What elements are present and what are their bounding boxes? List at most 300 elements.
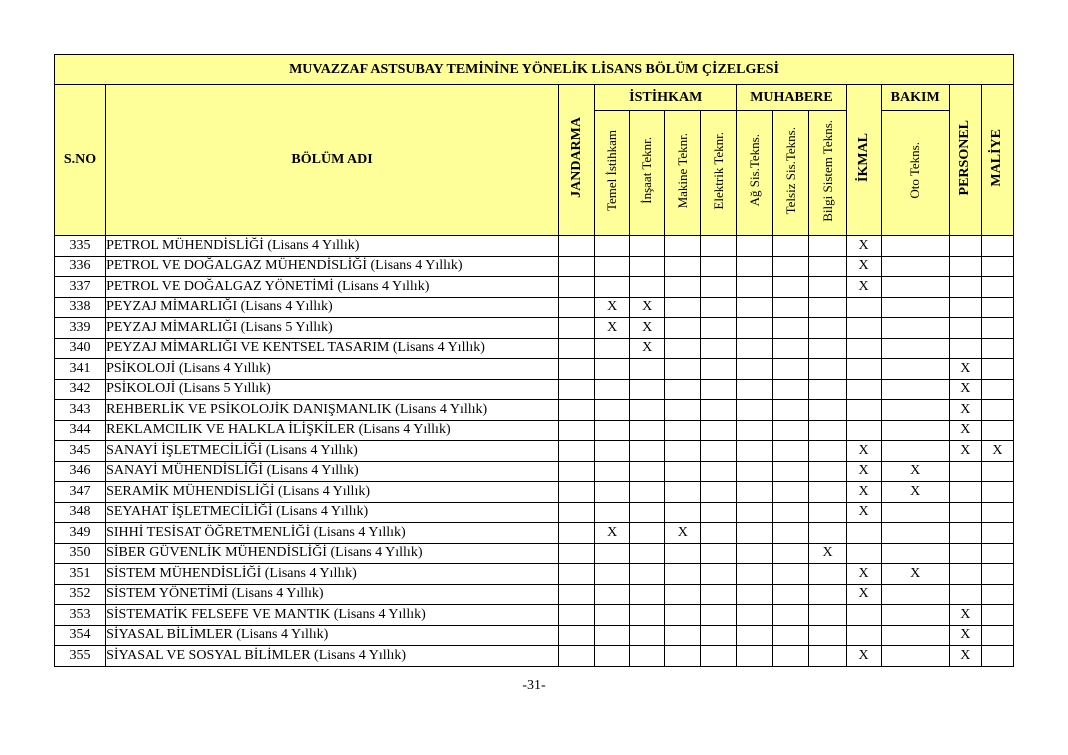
row-mark-cell xyxy=(981,236,1013,257)
row-mark-cell xyxy=(665,236,701,257)
row-mark-cell xyxy=(559,523,595,544)
row-mark-cell xyxy=(809,236,846,257)
row-bolum-adi: SİSTEM MÜHENDİSLİĞİ (Lisans 4 Yıllık) xyxy=(106,564,559,585)
row-mark-cell xyxy=(595,482,630,503)
row-mark-cell xyxy=(809,379,846,400)
table-row xyxy=(55,297,1014,318)
row-sno: 346 xyxy=(55,461,106,482)
row-mark-cell: X xyxy=(595,297,630,318)
row-mark-cell: X xyxy=(595,523,630,544)
row-mark-cell xyxy=(737,256,773,277)
row-sno: 337 xyxy=(55,277,106,298)
row-mark-cell xyxy=(559,420,595,441)
header-bakim: BAKIM xyxy=(881,85,949,111)
row-mark-cell: X xyxy=(846,441,881,462)
row-bolum-adi: PETROL VE DOĞALGAZ MÜHENDİSLİĞİ (Lisans 4 Yıllık) xyxy=(106,256,559,277)
row-bolum-adi: SİYASAL VE SOSYAL BİLİMLER (Lisans 4 Yıllık) xyxy=(106,646,559,667)
header-elektrik-label: Elektrik Teknr. xyxy=(710,131,726,210)
table-row xyxy=(55,482,1014,503)
row-mark-cell xyxy=(809,523,846,544)
row-mark-cell xyxy=(773,482,809,503)
row-mark-cell xyxy=(809,297,846,318)
row-mark-cell xyxy=(737,625,773,646)
row-mark-cell xyxy=(809,318,846,339)
row-mark-cell xyxy=(949,236,981,257)
row-mark-cell xyxy=(737,502,773,523)
table-row xyxy=(55,646,1014,667)
row-mark-cell xyxy=(737,318,773,339)
row-mark-cell: X xyxy=(949,625,981,646)
row-mark-cell xyxy=(630,379,665,400)
row-mark-cell xyxy=(595,400,630,421)
row-mark-cell xyxy=(773,400,809,421)
row-mark-cell xyxy=(701,400,737,421)
row-mark-cell xyxy=(559,338,595,359)
row-sno: 355 xyxy=(55,646,106,667)
row-mark-cell: X xyxy=(881,461,949,482)
row-mark-cell xyxy=(559,318,595,339)
row-mark-cell xyxy=(630,256,665,277)
row-mark-cell xyxy=(630,523,665,544)
row-sno: 342 xyxy=(55,379,106,400)
row-mark-cell xyxy=(773,338,809,359)
row-mark-cell xyxy=(559,236,595,257)
row-mark-cell xyxy=(701,420,737,441)
row-mark-cell xyxy=(737,564,773,585)
row-bolum-adi: PEYZAJ MİMARLIĞI VE KENTSEL TASARIM (Lisans 4 Yıllık) xyxy=(106,338,559,359)
row-mark-cell xyxy=(881,646,949,667)
header-maliye-label: MALİYE xyxy=(989,128,1005,187)
row-mark-cell xyxy=(737,441,773,462)
row-sno: 341 xyxy=(55,359,106,380)
row-mark-cell xyxy=(981,338,1013,359)
row-mark-cell xyxy=(665,420,701,441)
header-jandarma-label: JANDARMA xyxy=(568,117,584,198)
table-row xyxy=(55,625,1014,646)
row-mark-cell: X xyxy=(949,441,981,462)
table-row xyxy=(55,523,1014,544)
row-mark-cell xyxy=(665,605,701,626)
row-mark-cell xyxy=(809,441,846,462)
row-sno: 353 xyxy=(55,605,106,626)
row-mark-cell: X xyxy=(949,379,981,400)
row-mark-cell xyxy=(981,400,1013,421)
row-mark-cell xyxy=(949,584,981,605)
row-mark-cell xyxy=(809,256,846,277)
row-bolum-adi: SİSTEMATİK FELSEFE VE MANTIK (Lisans 4 Yıllık) xyxy=(106,605,559,626)
row-mark-cell xyxy=(981,461,1013,482)
row-mark-cell xyxy=(559,297,595,318)
row-mark-cell xyxy=(701,441,737,462)
row-mark-cell xyxy=(737,359,773,380)
table-row xyxy=(55,277,1014,298)
header-telsiz-label: Telsiz Sis.Tekns. xyxy=(782,126,798,215)
header-makine xyxy=(665,111,701,236)
row-mark-cell: X xyxy=(665,523,701,544)
row-mark-cell: X xyxy=(846,482,881,503)
row-mark-cell xyxy=(981,359,1013,380)
row-mark-cell xyxy=(630,420,665,441)
table-row xyxy=(55,318,1014,339)
row-mark-cell xyxy=(737,236,773,257)
row-mark-cell xyxy=(559,256,595,277)
row-sno: 336 xyxy=(55,256,106,277)
row-mark-cell xyxy=(595,502,630,523)
row-mark-cell xyxy=(701,625,737,646)
row-mark-cell xyxy=(559,584,595,605)
row-mark-cell xyxy=(981,646,1013,667)
row-mark-cell xyxy=(809,277,846,298)
row-mark-cell xyxy=(981,502,1013,523)
row-mark-cell xyxy=(665,564,701,585)
row-mark-cell xyxy=(665,359,701,380)
header-ag-label: Ağ Sis.Tekns. xyxy=(746,134,762,207)
table-row xyxy=(55,400,1014,421)
row-mark-cell xyxy=(701,297,737,318)
row-mark-cell xyxy=(665,461,701,482)
row-mark-cell xyxy=(809,564,846,585)
row-mark-cell xyxy=(701,584,737,605)
row-mark-cell xyxy=(981,277,1013,298)
row-mark-cell xyxy=(881,441,949,462)
row-mark-cell xyxy=(809,584,846,605)
row-mark-cell xyxy=(737,523,773,544)
page-number: -31- xyxy=(522,678,546,693)
row-mark-cell xyxy=(559,646,595,667)
table-row xyxy=(55,461,1014,482)
row-mark-cell xyxy=(630,584,665,605)
row-mark-cell: X xyxy=(846,584,881,605)
row-mark-cell xyxy=(881,277,949,298)
row-mark-cell xyxy=(665,338,701,359)
row-mark-cell xyxy=(595,461,630,482)
row-mark-cell xyxy=(773,523,809,544)
row-mark-cell xyxy=(846,625,881,646)
header-jandarma xyxy=(559,85,595,236)
row-mark-cell xyxy=(701,379,737,400)
row-mark-cell: X xyxy=(949,400,981,421)
row-mark-cell xyxy=(701,502,737,523)
row-mark-cell xyxy=(701,277,737,298)
row-mark-cell xyxy=(595,236,630,257)
row-mark-cell xyxy=(665,400,701,421)
header-personel xyxy=(949,85,981,236)
row-mark-cell xyxy=(949,543,981,564)
header-ikmal-label: İKMAL xyxy=(855,133,871,182)
table-row xyxy=(55,564,1014,585)
row-mark-cell xyxy=(595,625,630,646)
row-mark-cell xyxy=(701,543,737,564)
row-mark-cell xyxy=(981,523,1013,544)
table-row xyxy=(55,584,1014,605)
header-bilgi xyxy=(809,111,846,236)
header-bilgi-label: Bilgi Sistem Tekns. xyxy=(819,119,835,222)
row-mark-cell xyxy=(737,400,773,421)
row-bolum-adi: PEYZAJ MİMARLIĞI (Lisans 4 Yıllık) xyxy=(106,297,559,318)
row-mark-cell xyxy=(559,543,595,564)
row-mark-cell xyxy=(630,502,665,523)
row-sno: 349 xyxy=(55,523,106,544)
table-row xyxy=(55,338,1014,359)
row-mark-cell xyxy=(809,646,846,667)
row-mark-cell xyxy=(665,256,701,277)
row-mark-cell: X xyxy=(846,646,881,667)
row-mark-cell xyxy=(701,646,737,667)
row-mark-cell xyxy=(809,605,846,626)
row-bolum-adi: PETROL MÜHENDİSLİĞİ (Lisans 4 Yıllık) xyxy=(106,236,559,257)
row-mark-cell xyxy=(773,625,809,646)
row-sno: 339 xyxy=(55,318,106,339)
row-bolum-adi: SANAYİ İŞLETMECİLİĞİ (Lisans 4 Yıllık) xyxy=(106,441,559,462)
row-mark-cell xyxy=(846,605,881,626)
row-mark-cell xyxy=(949,461,981,482)
row-mark-cell xyxy=(559,379,595,400)
row-mark-cell xyxy=(701,482,737,503)
header-ag xyxy=(737,111,773,236)
row-mark-cell xyxy=(559,605,595,626)
row-bolum-adi: REHBERLİK VE PSİKOLOJİK DANIŞMANLIK (Lisans 4 Yıllık) xyxy=(106,400,559,421)
row-bolum-adi: SEYAHAT İŞLETMECİLİĞİ (Lisans 4 Yıllık) xyxy=(106,502,559,523)
table-row xyxy=(55,441,1014,462)
row-mark-cell xyxy=(630,564,665,585)
row-mark-cell: X xyxy=(981,441,1013,462)
row-mark-cell xyxy=(630,400,665,421)
row-mark-cell xyxy=(595,379,630,400)
row-mark-cell xyxy=(949,564,981,585)
row-bolum-adi: PEYZAJ MİMARLIĞI (Lisans 5 Yıllık) xyxy=(106,318,559,339)
row-mark-cell xyxy=(773,318,809,339)
row-mark-cell xyxy=(846,523,881,544)
row-mark-cell xyxy=(595,441,630,462)
row-mark-cell xyxy=(630,461,665,482)
row-mark-cell xyxy=(949,318,981,339)
row-mark-cell xyxy=(737,646,773,667)
row-mark-cell xyxy=(665,441,701,462)
row-mark-cell: X xyxy=(846,502,881,523)
row-mark-cell xyxy=(595,256,630,277)
row-mark-cell xyxy=(559,400,595,421)
header-personel-label: PERSONEL xyxy=(957,119,973,196)
row-mark-cell xyxy=(809,400,846,421)
row-mark-cell xyxy=(809,420,846,441)
row-bolum-adi: REKLAMCILIK VE HALKLA İLİŞKİLER (Lisans 4 Yıllık) xyxy=(106,420,559,441)
row-mark-cell xyxy=(846,318,881,339)
row-mark-cell xyxy=(595,359,630,380)
row-mark-cell xyxy=(773,441,809,462)
row-mark-cell xyxy=(981,297,1013,318)
header-oto-label: Oto Tekns. xyxy=(907,142,923,199)
row-bolum-adi: PSİKOLOJİ (Lisans 5 Yıllık) xyxy=(106,379,559,400)
row-mark-cell xyxy=(595,605,630,626)
row-mark-cell xyxy=(809,625,846,646)
row-mark-cell xyxy=(773,379,809,400)
row-mark-cell xyxy=(737,461,773,482)
row-mark-cell xyxy=(846,400,881,421)
row-mark-cell xyxy=(809,338,846,359)
row-mark-cell xyxy=(665,625,701,646)
header-insaat xyxy=(630,111,665,236)
row-sno: 350 xyxy=(55,543,106,564)
row-mark-cell: X xyxy=(881,564,949,585)
row-mark-cell xyxy=(665,379,701,400)
row-mark-cell xyxy=(737,584,773,605)
row-mark-cell xyxy=(773,277,809,298)
row-mark-cell xyxy=(595,543,630,564)
row-mark-cell xyxy=(846,297,881,318)
row-mark-cell xyxy=(809,482,846,503)
header-temel-istihkam-label: Temel İstihkam xyxy=(604,129,620,212)
row-mark-cell xyxy=(809,359,846,380)
row-mark-cell: X xyxy=(630,297,665,318)
row-mark-cell xyxy=(701,359,737,380)
row-mark-cell xyxy=(773,256,809,277)
row-bolum-adi: SİSTEM YÖNETİMİ (Lisans 4 Yıllık) xyxy=(106,584,559,605)
row-mark-cell xyxy=(630,236,665,257)
row-mark-cell xyxy=(701,523,737,544)
row-mark-cell xyxy=(881,400,949,421)
row-mark-cell: X xyxy=(881,482,949,503)
row-bolum-adi: SANAYİ MÜHENDİSLİĞİ (Lisans 4 Yıllık) xyxy=(106,461,559,482)
row-mark-cell xyxy=(665,502,701,523)
header-temel-istihkam xyxy=(595,111,630,236)
row-mark-cell xyxy=(665,318,701,339)
row-mark-cell: X xyxy=(846,564,881,585)
row-mark-cell: X xyxy=(949,646,981,667)
row-bolum-adi: SİYASAL BİLİMLER (Lisans 4 Yıllık) xyxy=(106,625,559,646)
row-mark-cell xyxy=(630,277,665,298)
row-mark-cell xyxy=(881,236,949,257)
row-mark-cell xyxy=(881,318,949,339)
row-mark-cell xyxy=(737,297,773,318)
row-mark-cell xyxy=(701,236,737,257)
row-sno: 352 xyxy=(55,584,106,605)
row-mark-cell: X xyxy=(595,318,630,339)
row-mark-cell xyxy=(981,482,1013,503)
row-mark-cell xyxy=(630,625,665,646)
row-mark-cell xyxy=(559,461,595,482)
row-mark-cell xyxy=(881,584,949,605)
row-mark-cell xyxy=(881,359,949,380)
row-mark-cell: X xyxy=(846,277,881,298)
row-sno: 335 xyxy=(55,236,106,257)
row-mark-cell xyxy=(949,256,981,277)
row-mark-cell xyxy=(737,482,773,503)
row-sno: 343 xyxy=(55,400,106,421)
header-telsiz xyxy=(773,111,809,236)
row-mark-cell xyxy=(773,461,809,482)
row-mark-cell xyxy=(773,297,809,318)
row-mark-cell xyxy=(809,461,846,482)
row-mark-cell xyxy=(559,359,595,380)
row-mark-cell: X xyxy=(809,543,846,564)
row-mark-cell xyxy=(737,543,773,564)
row-bolum-adi: PETROL VE DOĞALGAZ YÖNETİMİ (Lisans 4 Yıllık) xyxy=(106,277,559,298)
row-mark-cell xyxy=(881,297,949,318)
row-mark-cell xyxy=(981,605,1013,626)
row-mark-cell xyxy=(595,564,630,585)
row-mark-cell xyxy=(737,338,773,359)
row-mark-cell: X xyxy=(949,605,981,626)
row-mark-cell xyxy=(773,584,809,605)
row-mark-cell xyxy=(881,543,949,564)
row-mark-cell xyxy=(981,564,1013,585)
row-mark-cell xyxy=(846,338,881,359)
row-mark-cell xyxy=(773,359,809,380)
row-mark-cell xyxy=(809,502,846,523)
row-sno: 347 xyxy=(55,482,106,503)
bolum-cizelgesi-table xyxy=(54,54,1014,667)
row-sno: 348 xyxy=(55,502,106,523)
row-mark-cell xyxy=(630,482,665,503)
row-mark-cell xyxy=(846,359,881,380)
row-mark-cell: X xyxy=(846,256,881,277)
row-mark-cell xyxy=(846,420,881,441)
table-row xyxy=(55,379,1014,400)
row-mark-cell xyxy=(846,543,881,564)
row-mark-cell xyxy=(881,523,949,544)
table-row xyxy=(55,543,1014,564)
row-mark-cell xyxy=(630,441,665,462)
row-mark-cell xyxy=(665,543,701,564)
table-row xyxy=(55,420,1014,441)
row-mark-cell xyxy=(949,502,981,523)
row-mark-cell xyxy=(665,482,701,503)
row-mark-cell xyxy=(559,277,595,298)
row-mark-cell xyxy=(773,420,809,441)
row-mark-cell xyxy=(981,625,1013,646)
row-bolum-adi: SİBER GÜVENLİK MÜHENDİSLİĞİ (Lisans 4 Yıllık) xyxy=(106,543,559,564)
row-mark-cell xyxy=(949,297,981,318)
row-mark-cell xyxy=(949,523,981,544)
row-mark-cell xyxy=(595,646,630,667)
table-body xyxy=(55,236,1014,667)
row-mark-cell: X xyxy=(949,359,981,380)
table-row xyxy=(55,502,1014,523)
row-mark-cell xyxy=(981,543,1013,564)
row-mark-cell xyxy=(949,338,981,359)
row-mark-cell xyxy=(559,482,595,503)
row-sno: 351 xyxy=(55,564,106,585)
table-row xyxy=(55,256,1014,277)
row-mark-cell xyxy=(701,461,737,482)
row-mark-cell xyxy=(949,277,981,298)
row-mark-cell xyxy=(665,646,701,667)
row-mark-cell xyxy=(701,338,737,359)
row-mark-cell xyxy=(846,379,881,400)
row-mark-cell xyxy=(630,605,665,626)
row-mark-cell xyxy=(630,359,665,380)
row-mark-cell xyxy=(630,646,665,667)
header-ikmal xyxy=(846,85,881,236)
row-mark-cell: X xyxy=(630,318,665,339)
row-mark-cell xyxy=(595,277,630,298)
row-mark-cell: X xyxy=(630,338,665,359)
row-bolum-adi: SIHHİ TESİSAT ÖĞRETMENLİĞİ (Lisans 4 Yıllık) xyxy=(106,523,559,544)
row-mark-cell: X xyxy=(846,236,881,257)
row-mark-cell xyxy=(881,420,949,441)
row-mark-cell xyxy=(737,420,773,441)
row-mark-cell xyxy=(773,543,809,564)
row-mark-cell xyxy=(737,605,773,626)
row-mark-cell xyxy=(773,646,809,667)
row-bolum-adi: PSİKOLOJİ (Lisans 4 Yıllık) xyxy=(106,359,559,380)
row-mark-cell xyxy=(701,605,737,626)
header-oto xyxy=(881,111,949,236)
row-mark-cell xyxy=(981,584,1013,605)
header-istihkam: İSTİHKAM xyxy=(595,85,737,111)
row-mark-cell xyxy=(665,584,701,605)
header-makine-label: Makine Teknr. xyxy=(674,132,690,209)
